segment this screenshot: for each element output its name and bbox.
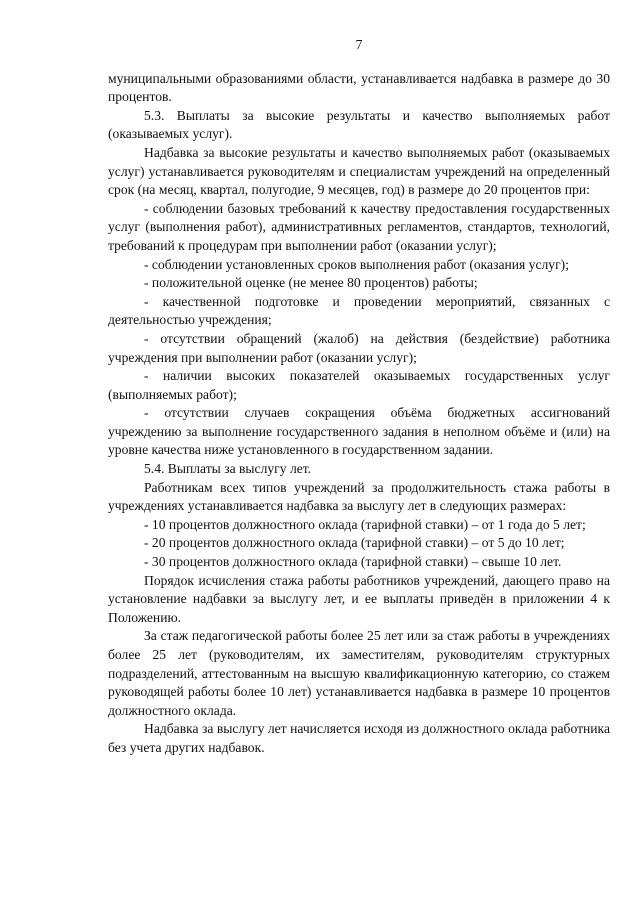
list-item: - 10 процентов должностного оклада (тарифной ставки) – от 1 года до 5 лет; xyxy=(144,516,586,532)
list-item: - отсутствии случаев сокращения объёма бюджетных ассигнований учреждению за выполнение государственного задания в неполном объёме и (или) на уровне качества ниже установленного в государственном задании. xyxy=(108,405,610,458)
paragraph-continuation: муниципальными образованиями области, устанавливается надбавка в размере до 30 процентов. xyxy=(108,70,610,105)
page-number: 7 xyxy=(355,37,363,52)
list-item: - отсутствии обращений (жалоб) на действия (бездействие) работника учреждения при выполнении работ (оказании услуг); xyxy=(108,330,610,365)
paragraph: Работникам всех типов учреждений за продолжительность стажа работы в учреждениях устанавливается надбавка за выслугу лет в следующих размерах: xyxy=(108,479,610,514)
list-item: - положительной оценке (не менее 80 процентов) работы; xyxy=(144,275,478,291)
list-item: - 30 процентов должностного оклада (тарифной ставки) – свыше 10 лет. xyxy=(144,554,562,570)
list-item: - наличии высоких показателей оказываемых государственных услуг (выполняемых работ); xyxy=(108,368,610,402)
list-item: - соблюдении установленных сроков выполнения работ (оказания услуг); xyxy=(144,256,569,272)
paragraph: Надбавка за высокие результаты и качество выполняемых работ (оказываемых услуг) устанавливается руководителям и специалистам учреждений на определенный срок (на месяц, квартал, полугодие, 9 месяцев, год) в размере до 20 процентов при: xyxy=(108,144,610,198)
section-5-3-heading: 5.3. Выплаты за высокие результаты и качество выполняемых работ (оказываемых услуг). xyxy=(108,107,610,142)
paragraph: Надбавка за выслугу лет начисляется исходя из должностного оклада работника без учета других надбавок. xyxy=(108,721,610,755)
list-item: - соблюдении базовых требований к качеству предоставления государственных услуг (выполнения работ), административных регламентов, стандартов, технологий, требований к процедурам при выполнении работ (оказании услуг); xyxy=(108,200,610,253)
section-5-4-heading: 5.4. Выплаты за выслугу лет. xyxy=(144,461,312,477)
paragraph: Порядок исчисления стажа работы работников учреждений, дающего право на установление надбавки за выслугу лет, и ее выплаты приведён в приложении 4 к Положению. xyxy=(108,572,610,625)
list-item: - 20 процентов должностного оклада (тарифной ставки) – от 5 до 10 лет; xyxy=(144,535,565,551)
list-item: - качественной подготовке и проведении мероприятий, связанных с деятельностью учреждения; xyxy=(108,293,610,328)
paragraph: За стаж педагогической работы более 25 лет или за стаж работы в учреждениях более 25 лет (руководителям, их заместителям, руководителям структурных подразделений, аттестованным на высшую квалификационную категорию, со стажем руководящей работы более 10 лет) устанавливается надбавка в размере 10 процентов должностного оклада. xyxy=(108,628,610,718)
